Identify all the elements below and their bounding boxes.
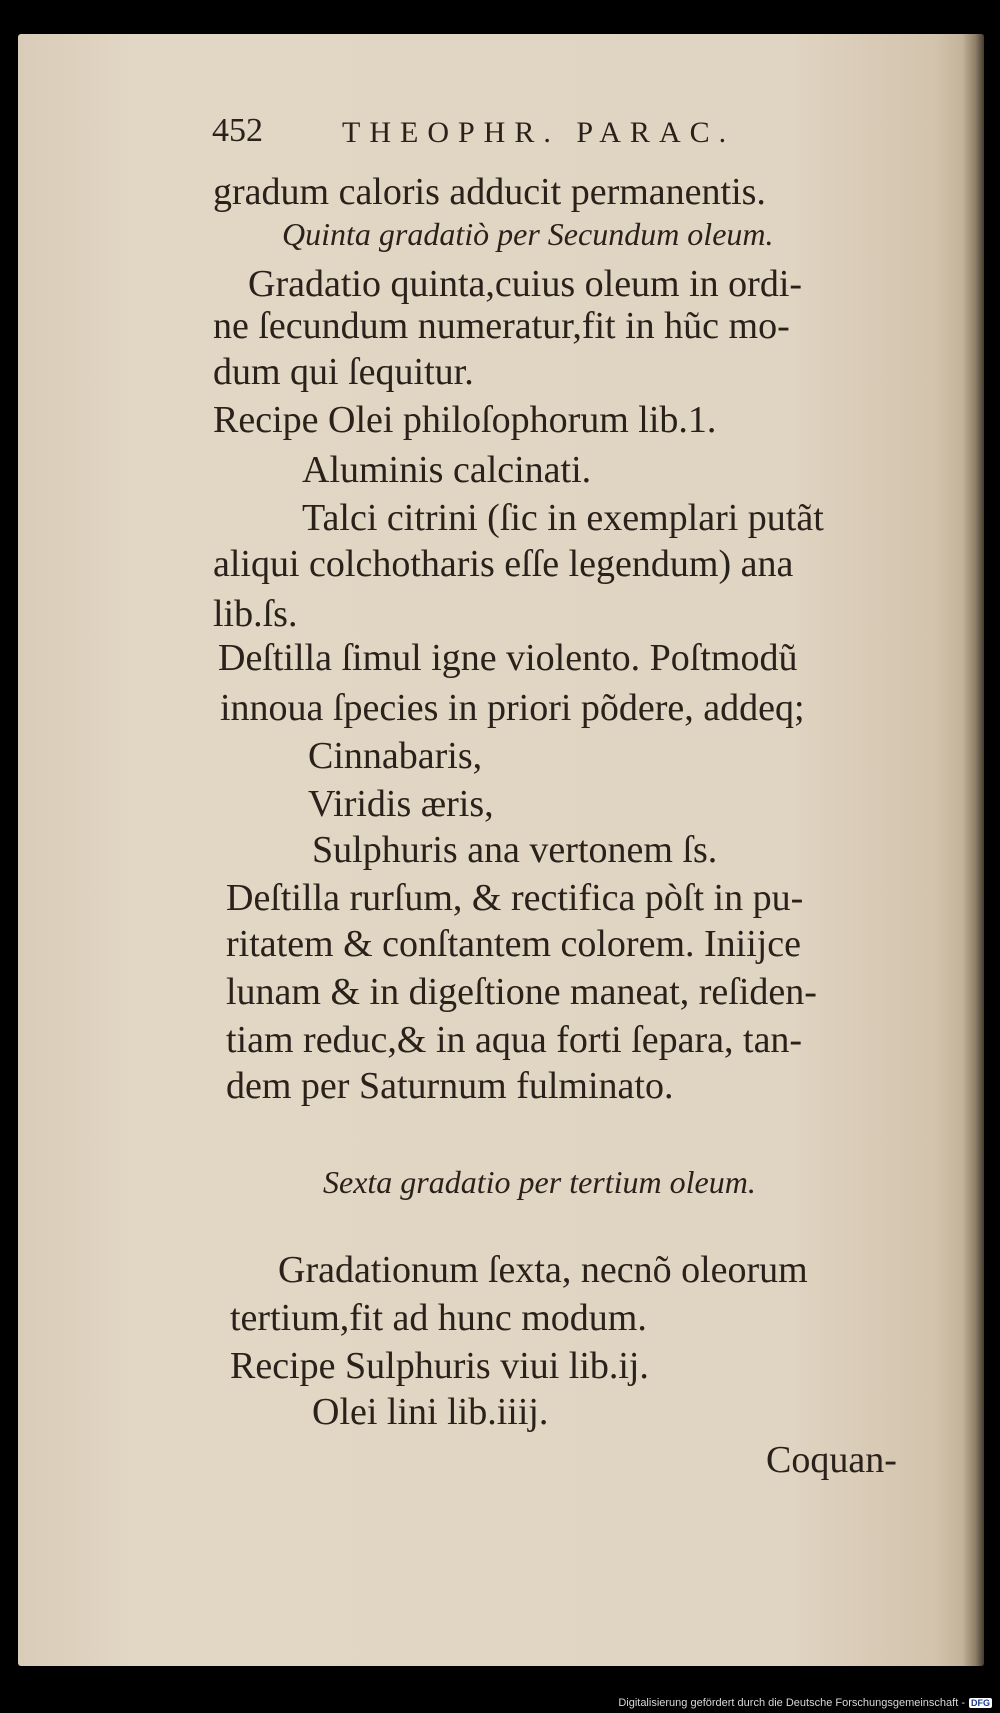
- text-line: Olei lini lib.iiĳ.: [312, 1391, 549, 1433]
- text-line: Aluminis calcinati.: [302, 449, 592, 491]
- text-line: lunam & in digeſtione maneat, reſiden-: [226, 971, 817, 1013]
- text-line: dem per Saturnum fulminato.: [226, 1065, 674, 1107]
- text-line: ritatem & conſtantem colorem. Iniĳce: [226, 923, 801, 965]
- text-line: Deſtilla ſimul igne violento. Poſtmodũ: [218, 637, 798, 679]
- section-heading: Quinta gradatiò per Secundum oleum.: [282, 216, 774, 252]
- text-line: Gradationum ſexta, necnõ oleorum: [278, 1249, 808, 1291]
- text-line: Sulphuris ana vertonem ſs.: [312, 829, 718, 871]
- text-line: Cinnabaris,: [308, 735, 483, 777]
- page-number: 452: [212, 112, 263, 149]
- text-line: Talci citrini (ſic in exemplari putãt: [302, 497, 824, 539]
- text-line: Viridis æris,: [308, 783, 494, 825]
- running-title: THEOPHR. PARAC.: [342, 116, 736, 149]
- text-line: tertium,fit ad hunc modum.: [230, 1297, 647, 1339]
- text-line: dum qui ſequitur.: [213, 351, 474, 393]
- catchword: Coquan-: [766, 1439, 897, 1481]
- text-line: gradum caloris adducit permanentis.: [213, 171, 766, 213]
- section-heading: Sexta gradatio per tertium oleum.: [323, 1164, 756, 1200]
- dfg-logo: DFG: [971, 1698, 990, 1708]
- text-line: Deſtilla rurſum, & rectifica pòſt in pu-: [226, 877, 804, 919]
- text-line: aliqui colchotharis eſſe legendum) ana: [213, 543, 794, 585]
- text-line: Recipe Olei philoſophorum lib.1.: [213, 399, 717, 441]
- text-line: lib.ſs.: [213, 593, 298, 635]
- text-line: Gradatio quinta,cuius oleum in ordi-: [248, 263, 803, 305]
- digitization-credit: [618, 1697, 992, 1709]
- text-line: innoua ſpecies in priori põdere, addeq;: [220, 687, 805, 729]
- text-line: Recipe Sulphuris viui lib.ĳ.: [230, 1345, 649, 1387]
- page-header: [212, 112, 852, 162]
- credit-text: Digitalisierung gefördert durch die Deutsche Forschungsgemeinschaft -: [618, 1697, 965, 1709]
- text-line: ne ſecundum numeratur,fit in hũc mo-: [213, 305, 790, 347]
- text-line: tiam reduc,& in aqua forti ſepara, tan-: [226, 1019, 803, 1061]
